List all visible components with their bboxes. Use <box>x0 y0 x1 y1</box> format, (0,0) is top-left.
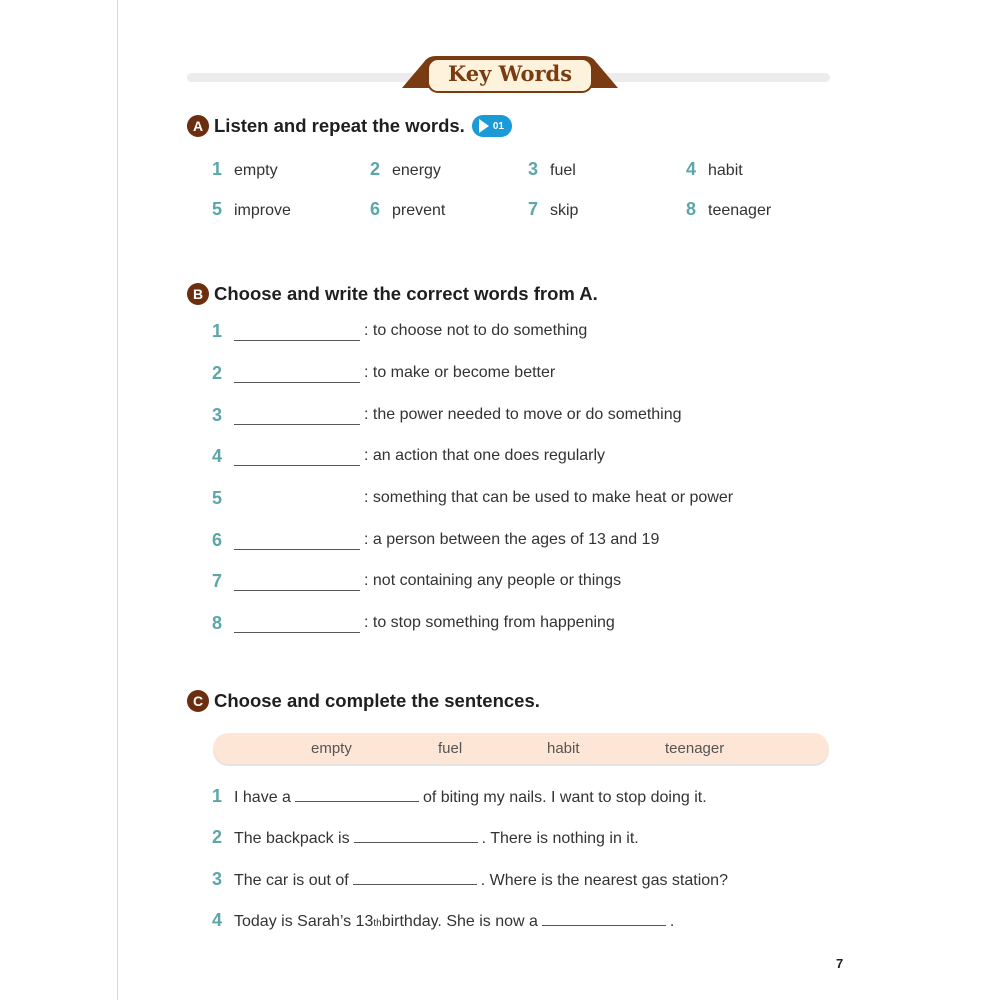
definition-text: : the power needed to move or do something <box>364 406 682 423</box>
answer-blank[interactable] <box>234 614 360 633</box>
word-bank-item: fuel <box>438 740 463 757</box>
play-icon <box>479 119 489 133</box>
sentence-blank[interactable] <box>542 911 666 926</box>
sentence-row <box>212 786 707 807</box>
word-text: fuel <box>550 162 576 179</box>
word-number: 7 <box>528 199 539 219</box>
definition-number: 5 <box>212 487 223 508</box>
definition-row <box>212 568 621 594</box>
word-text: skip <box>550 202 579 219</box>
answer-blank[interactable] <box>234 489 360 508</box>
answer-blank[interactable] <box>234 572 360 591</box>
definition-text: : to make or become better <box>364 364 556 381</box>
definition-row <box>212 527 659 553</box>
word-bank-item: empty <box>311 740 352 757</box>
section-a-badge: A <box>187 115 209 137</box>
sentence-row <box>212 869 728 890</box>
word-text: teenager <box>708 202 772 219</box>
word-item <box>686 159 743 180</box>
word-number: 3 <box>528 159 539 179</box>
page-spine-line <box>117 0 118 1000</box>
word-number: 6 <box>370 199 381 219</box>
word-bank-item: habit <box>547 740 580 757</box>
word-number: 4 <box>686 159 697 179</box>
sentence-number: 2 <box>212 827 223 847</box>
word-item <box>370 199 445 220</box>
word-number: 5 <box>212 199 223 219</box>
word-bank-item: teenager <box>665 740 725 757</box>
word-text: empty <box>234 162 278 179</box>
answer-blank[interactable] <box>234 406 360 425</box>
page-title: Key Words <box>447 61 573 86</box>
word-text: prevent <box>392 202 446 219</box>
section-a-title: Listen and repeat the words. <box>214 115 465 136</box>
definition-number: 8 <box>212 612 223 633</box>
sentence-text: The backpack is <box>234 830 350 847</box>
sentence-text: of biting my nails. I want to stop doing it. <box>422 789 707 806</box>
definition-row <box>212 402 682 428</box>
word-text: improve <box>234 202 291 219</box>
audio-track-number: 01 <box>492 120 504 132</box>
sentence-blank[interactable] <box>354 828 478 843</box>
definition-row <box>212 443 605 469</box>
definition-text: : an action that one does regularly <box>364 447 606 464</box>
word-number: 2 <box>370 159 381 179</box>
answer-blank[interactable] <box>234 364 360 383</box>
sentence-number: 4 <box>212 910 223 930</box>
word-text: habit <box>708 162 743 179</box>
word-item <box>370 159 441 180</box>
definition-text: : to stop something from happening <box>364 614 615 631</box>
definition-row <box>212 360 555 386</box>
sentence-blank[interactable] <box>295 787 419 802</box>
definition-row <box>212 318 587 344</box>
word-item <box>528 199 578 220</box>
definition-text: : not containing any people or things <box>364 572 622 589</box>
word-number: 1 <box>212 159 223 179</box>
definition-number: 7 <box>212 570 223 591</box>
section-c-heading <box>187 689 540 713</box>
definition-number: 3 <box>212 404 223 425</box>
sentence-blank[interactable] <box>353 870 477 885</box>
definition-text: : to choose not to do something <box>364 322 588 339</box>
section-c-badge: C <box>187 690 209 712</box>
section-b-badge: B <box>187 283 209 305</box>
word-number: 8 <box>686 199 697 219</box>
definition-number: 2 <box>212 362 223 383</box>
answer-blank[interactable] <box>234 531 360 550</box>
answer-blank[interactable] <box>234 322 360 341</box>
definition-text: : a person between the ages of 13 and 19 <box>364 531 660 548</box>
sentence-number: 1 <box>212 786 223 806</box>
word-text: energy <box>392 162 441 179</box>
sentence-row <box>212 910 674 931</box>
sentence-text: Today is Sarah’s 13 <box>234 913 374 930</box>
word-item <box>212 199 291 220</box>
definition-number: 4 <box>212 445 223 466</box>
definition-text: : something that can be used to make heat or power <box>364 489 734 506</box>
audio-play-button[interactable] <box>472 115 512 137</box>
sentence-text: . Where is the nearest gas station? <box>480 872 728 889</box>
sentence-text: birthday. She is now a <box>381 913 538 930</box>
ordinal-suffix: th <box>373 918 382 929</box>
word-item <box>686 199 771 220</box>
definition-number: 1 <box>212 320 223 341</box>
word-item <box>528 159 576 180</box>
sentence-text: . There is nothing in it. <box>481 830 639 847</box>
title-banner <box>400 52 620 96</box>
sentence-number: 3 <box>212 869 223 889</box>
answer-blank[interactable] <box>234 447 360 466</box>
section-a-heading <box>187 114 512 138</box>
section-c-title: Choose and complete the sentences. <box>214 690 540 711</box>
definition-number: 6 <box>212 529 223 550</box>
definition-row <box>212 485 733 511</box>
word-bank <box>213 733 829 764</box>
sentence-text: . <box>669 913 675 930</box>
section-b-heading <box>187 282 598 306</box>
sentence-row <box>212 827 639 848</box>
sentence-text: I have a <box>234 789 291 806</box>
sentence-text: The car is out of <box>234 872 349 889</box>
word-item <box>212 159 278 180</box>
definition-row <box>212 610 615 636</box>
section-b-title: Choose and write the correct words from A. <box>214 283 598 304</box>
page-number: 7 <box>836 956 844 971</box>
